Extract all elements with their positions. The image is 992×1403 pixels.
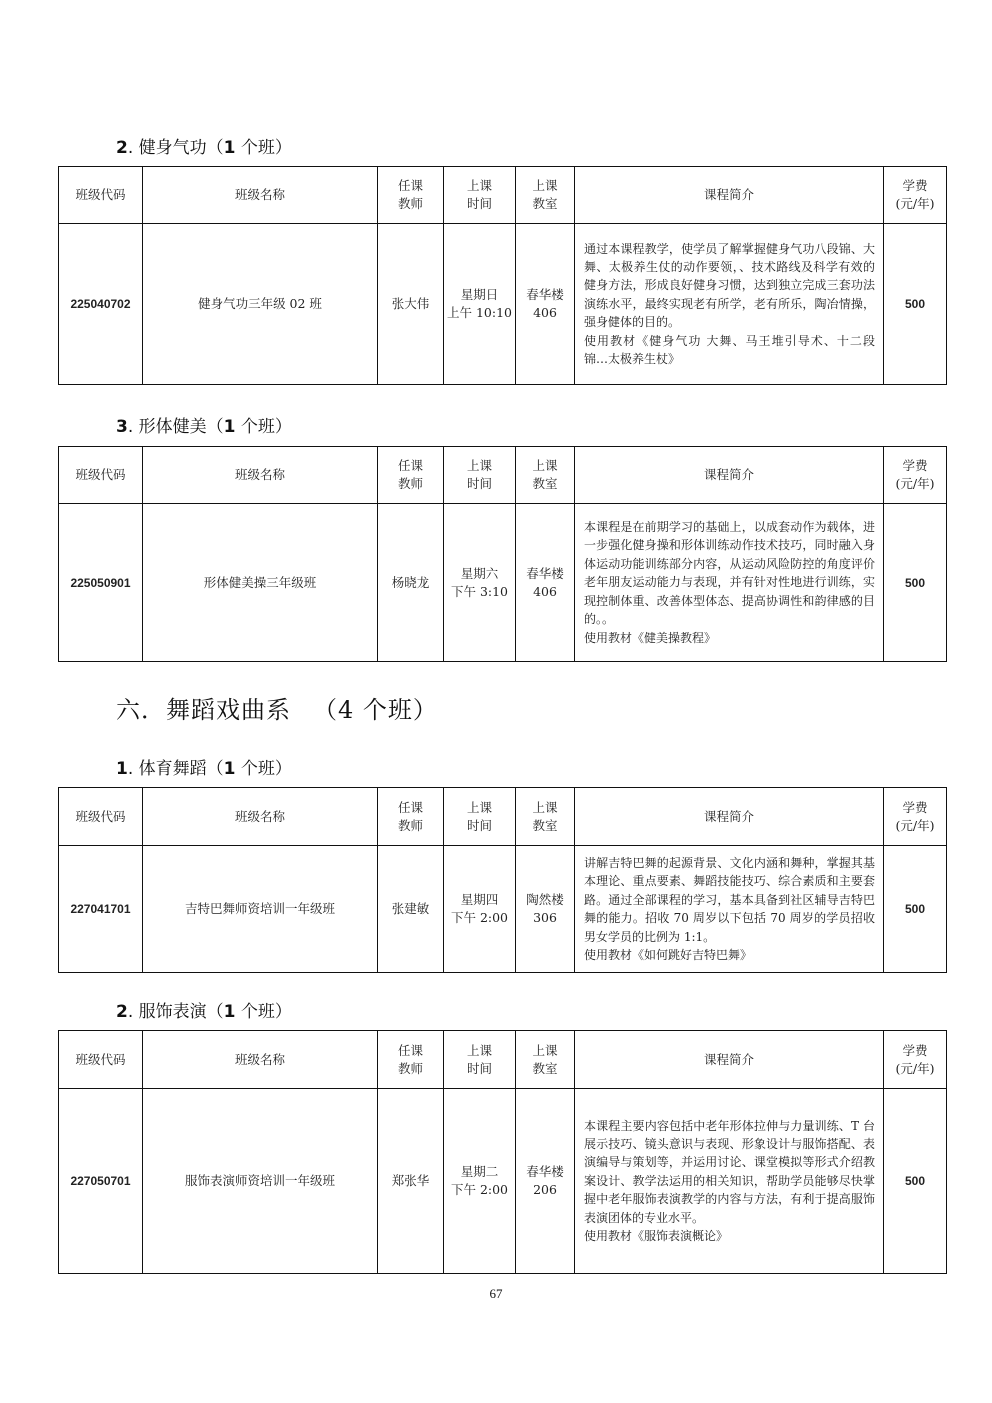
tuition-fee: 500 <box>884 846 947 973</box>
classroom-line: 406 <box>533 305 557 320</box>
course-table <box>58 166 947 385</box>
header-code: 班级代码 <box>59 167 143 224</box>
header-room-line: 教室 <box>532 476 558 491</box>
class-time <box>444 504 516 662</box>
header-code: 班级代码 <box>59 788 143 846</box>
header-teacher <box>378 167 444 224</box>
teacher-name: 张建敏 <box>378 846 444 973</box>
section-title: 服饰表演（ <box>138 1002 224 1022</box>
section-count: 1 <box>223 138 236 158</box>
header-teacher-line: 教师 <box>397 1060 423 1076</box>
course-intro-line: 本课程是在前期学习的基础上，以成套动作为载体，进一步强化健身操和形体训练动作技术技巧，同时融入身体运动功能训练部分内容，从运动风险防控的角度评价老年朋友运动能力与表现，并有针对性地进行训练，实现控制体重、改善体型体态、提高协调性和韵律感的目的。。 <box>584 520 875 627</box>
header-time <box>444 167 516 224</box>
tuition-fee: 500 <box>884 504 947 662</box>
course-intro <box>575 224 884 385</box>
header-fee-line: 学费 <box>902 799 928 815</box>
table-row <box>59 846 947 973</box>
header-teacher <box>378 447 444 504</box>
section-title: 健身气功（ <box>138 138 224 158</box>
header-fee <box>884 1031 947 1089</box>
header-fee-line: 学费 <box>902 1042 928 1058</box>
chapter-heading <box>116 690 438 725</box>
header-teacher-line: 任课 <box>397 1042 423 1058</box>
header-time <box>444 447 516 504</box>
table-row <box>59 1089 947 1274</box>
class-name: 服饰表演师资培训一年级班 <box>143 1089 378 1274</box>
header-intro: 课程简介 <box>575 447 884 504</box>
section-title: 体育舞蹈（ <box>138 759 224 779</box>
header-fee-line: (元/年) <box>895 196 935 211</box>
chapter-title: 六．舞蹈戏曲系 <box>116 696 291 724</box>
course-intro-line: 使用教材《健身气功 大舞、马王堆引导术、十二段锦…太极养生杖》 <box>584 333 875 367</box>
class-code: 225050901 <box>59 504 143 662</box>
section-heading <box>116 133 292 158</box>
course-table <box>58 787 947 973</box>
header-name: 班级名称 <box>143 447 378 504</box>
header-fee <box>884 167 947 224</box>
section-separator: . <box>127 417 139 437</box>
header-time <box>444 788 516 846</box>
course-intro-line: 使用教材《健美操教程》 <box>584 630 717 645</box>
header-fee-line: 学费 <box>902 178 928 193</box>
header-time-line: 上课 <box>466 1042 492 1058</box>
class-time-line: 上午 10:10 <box>447 305 512 320</box>
header-room <box>516 447 575 504</box>
header-time-line: 上课 <box>466 799 492 815</box>
section-title: 形体健美（ <box>138 417 224 437</box>
header-room-line: 教室 <box>532 196 558 211</box>
table-row <box>59 504 947 662</box>
header-code: 班级代码 <box>59 447 143 504</box>
section-suffix: 个班） <box>235 417 292 437</box>
header-room-line: 教室 <box>532 817 558 833</box>
class-name: 健身气功三年级 02 班 <box>143 224 378 385</box>
section-separator: . <box>127 759 139 779</box>
header-time-line: 时间 <box>466 817 492 833</box>
section-number: 3 <box>116 417 128 437</box>
header-teacher-line: 任课 <box>397 178 423 193</box>
class-code: 227050701 <box>59 1089 143 1274</box>
header-fee-line: (元/年) <box>895 817 935 833</box>
class-name: 吉特巴舞师资培训一年级班 <box>143 846 378 973</box>
header-time-line: 时间 <box>466 196 492 211</box>
section-heading <box>116 997 292 1022</box>
class-name: 形体健美操三年级班 <box>143 504 378 662</box>
header-time <box>444 1031 516 1089</box>
section-count: 1 <box>223 1002 236 1022</box>
header-row <box>59 447 947 504</box>
course-intro-line: 讲解吉特巴舞的起源背景、文化内涵和舞种，掌握其基本理论、重点要素、舞蹈技能技巧、综合素质和主要套路。通过全部课程的学习，基本具备到社区辅导吉特巴舞的能力。招收 70 周岁以下包括 70 周岁的学员招收男女学员的比例为 1:1。 <box>584 856 875 944</box>
section-heading <box>116 412 292 437</box>
section-count: 1 <box>223 759 236 779</box>
header-room-line: 上课 <box>532 799 558 815</box>
course-table <box>58 446 947 662</box>
section-number: 2 <box>116 138 128 158</box>
header-room-line: 上课 <box>532 178 558 193</box>
header-room-line: 教室 <box>532 1060 558 1076</box>
header-name: 班级名称 <box>143 1031 378 1089</box>
course-intro <box>575 504 884 662</box>
header-teacher-line: 教师 <box>397 196 423 211</box>
classroom-line: 春华楼 <box>526 1164 564 1179</box>
classroom-line: 陶然楼 <box>526 892 564 908</box>
section-separator: . <box>127 1002 139 1022</box>
class-time-line: 下午 2:00 <box>450 1182 509 1197</box>
header-teacher-line: 教师 <box>397 817 423 833</box>
table-row <box>59 224 947 385</box>
header-row <box>59 788 947 846</box>
class-time-line: 下午 2:00 <box>450 910 509 926</box>
section-separator: . <box>127 138 139 158</box>
header-teacher-line: 任课 <box>397 799 423 815</box>
section-suffix: 个班） <box>235 1002 292 1022</box>
section-suffix: 个班） <box>235 138 292 158</box>
class-time <box>444 224 516 385</box>
section-count: 1 <box>223 417 236 437</box>
header-room <box>516 1031 575 1089</box>
section-number: 2 <box>116 1002 128 1022</box>
course-intro-line: 本课程主要内容包括中老年形体拉伸与力量训练、T 台展示技巧、镜头意识与表现、形象设计与服饰搭配、表演编导与策划等，并运用讨论、课堂模拟等形式介绍教案设计、教学法运用的相关知识，帮助学员能够尽快掌握中老年服饰表演教学的内容与方法，有利于提高服饰表演团体的专业水平。 <box>584 1118 875 1225</box>
header-intro: 课程简介 <box>575 788 884 846</box>
header-row <box>59 1031 947 1089</box>
classroom <box>516 224 575 385</box>
section-number: 1 <box>116 759 128 779</box>
header-intro: 课程简介 <box>575 1031 884 1089</box>
header-time-line: 上课 <box>466 178 492 193</box>
header-room <box>516 167 575 224</box>
classroom-line: 春华楼 <box>526 565 564 581</box>
class-time-line: 下午 3:10 <box>450 583 509 599</box>
header-time-line: 时间 <box>466 476 492 491</box>
section-suffix: 个班） <box>235 759 292 779</box>
header-fee <box>884 447 947 504</box>
classroom <box>516 1089 575 1274</box>
classroom <box>516 504 575 662</box>
section-heading <box>116 754 292 779</box>
header-name: 班级名称 <box>143 788 378 846</box>
teacher-name: 杨晓龙 <box>378 504 444 662</box>
page-number: 67 <box>489 1286 503 1301</box>
teacher-name: 张大伟 <box>378 224 444 385</box>
classroom <box>516 846 575 973</box>
header-room-line: 上课 <box>532 458 558 473</box>
class-time-line: 星期二 <box>460 1164 499 1179</box>
header-teacher-line: 教师 <box>397 476 423 491</box>
header-intro: 课程简介 <box>575 167 884 224</box>
classroom-line: 206 <box>533 1182 557 1197</box>
chapter-count: （4 个班） <box>313 696 438 724</box>
teacher-name: 郑张华 <box>378 1089 444 1274</box>
class-time-line: 星期日 <box>460 287 499 302</box>
class-time <box>444 1089 516 1274</box>
course-intro <box>575 846 884 973</box>
header-fee-line: (元/年) <box>895 1060 935 1076</box>
course-intro-line: 使用教材《服饰表演概论》 <box>584 1229 729 1244</box>
course-intro-line: 通过本课程教学，使学员了解掌握健身气功八段锦、大舞、太极养生仗的动作要领，、技术路线及科学有效的健身方法，形成良好健身习惯，达到独立完成三套功法演练水平，最终实现老有所学，老有所乐，陶冶情操，强身健体的目的。 <box>584 241 875 330</box>
course-intro <box>575 1089 884 1274</box>
tuition-fee: 500 <box>884 224 947 385</box>
classroom-line: 春华楼 <box>526 287 564 302</box>
class-code: 225040702 <box>59 224 143 385</box>
header-fee <box>884 788 947 846</box>
course-table <box>58 1030 947 1274</box>
class-code: 227041701 <box>59 846 143 973</box>
classroom-line: 306 <box>533 910 557 926</box>
header-fee-line: 学费 <box>902 458 928 473</box>
header-time-line: 上课 <box>466 458 492 473</box>
header-name: 班级名称 <box>143 167 378 224</box>
header-teacher <box>378 788 444 846</box>
header-row <box>59 167 947 224</box>
class-time <box>444 846 516 973</box>
tuition-fee: 500 <box>884 1089 947 1274</box>
header-time-line: 时间 <box>466 1060 492 1076</box>
header-fee-line: (元/年) <box>895 476 935 491</box>
header-room <box>516 788 575 846</box>
header-code: 班级代码 <box>59 1031 143 1089</box>
class-time-line: 星期四 <box>460 892 499 908</box>
classroom-line: 406 <box>533 583 557 599</box>
course-intro-line: 使用教材《如何跳好吉特巴舞》 <box>584 948 753 963</box>
header-teacher <box>378 1031 444 1089</box>
class-time-line: 星期六 <box>460 565 499 581</box>
header-room-line: 上课 <box>532 1042 558 1058</box>
header-teacher-line: 任课 <box>397 458 423 473</box>
